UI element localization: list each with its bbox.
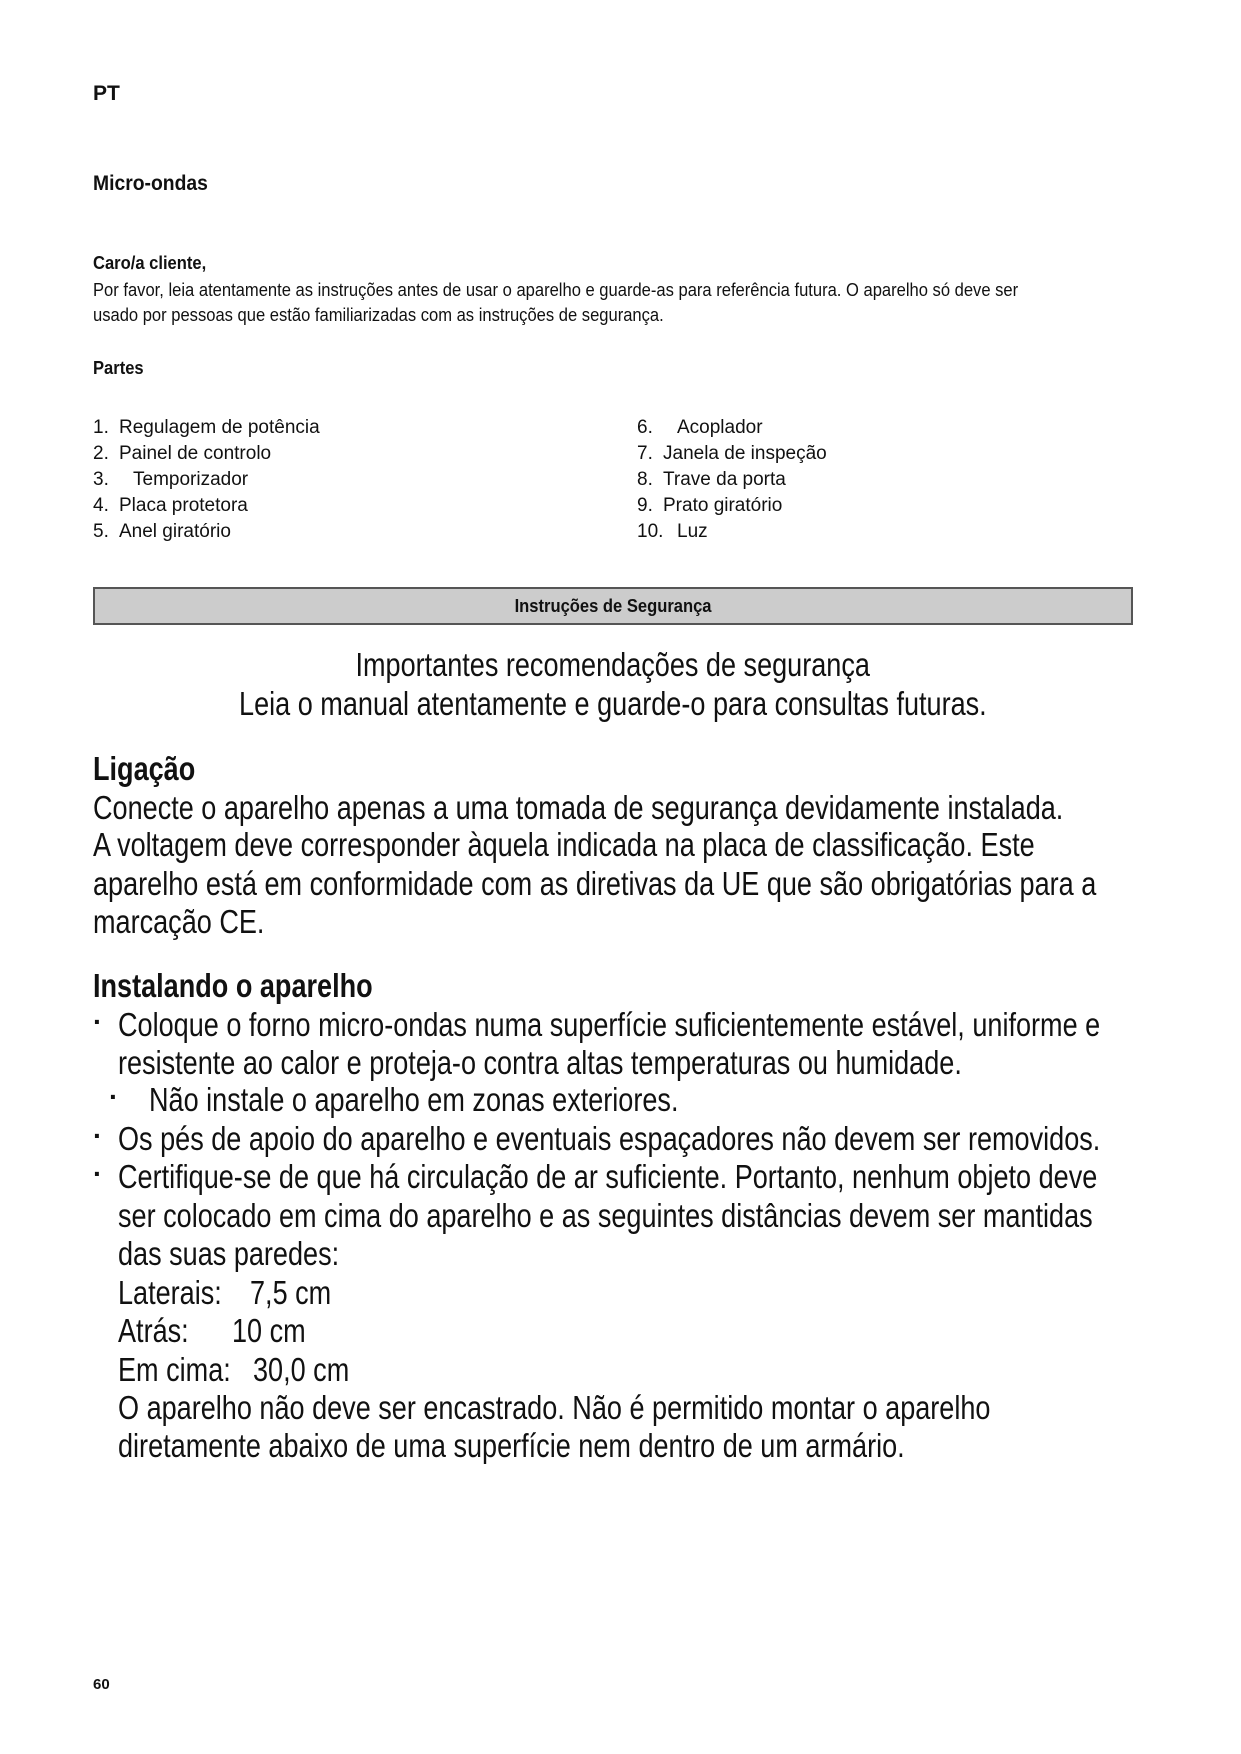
distance-label: Atrás: (118, 1312, 189, 1349)
bullet-dot-icon: · (93, 1120, 103, 1151)
item-label: Prato giratório (663, 495, 783, 516)
item-label: Trave da porta (663, 469, 786, 490)
distance-value: 30,0 cm (253, 1351, 350, 1388)
parts-heading: Partes (93, 358, 144, 378)
connection-line: Conecte o aparelho apenas a uma tomada de segurança devidamente instalada. (93, 789, 1064, 826)
intro-paragraph: Por favor, leia atentamente as instruções antes de usar o aparelho e guarde-as para referência futura. O aparelho só deve ser usado por pessoas que estão familiarizadas com as instruções de segurança. (93, 280, 1019, 325)
item-label: Luz (677, 521, 708, 542)
recommendation-text: Leia o manual atentamente e guarde-o para consultas futuras. (239, 685, 987, 722)
list-item (637, 519, 827, 545)
language-code: PT (93, 82, 120, 105)
bullet-dot-icon: · (93, 1158, 103, 1189)
bullet-dot-icon: · (109, 1081, 119, 1112)
connection-line: A voltagem deve corresponder àquela indicada na placa de classificação. Este (93, 826, 1035, 863)
item-label: Anel giratório (119, 521, 231, 542)
parts-list-left (93, 415, 320, 545)
installing-line: ser colocado em cima do aparelho e as seguintes distâncias devem ser mantidas (118, 1197, 1093, 1234)
item-label: Acoplador (677, 417, 763, 438)
item-number: 6. (637, 417, 653, 438)
distance-value: 7,5 cm (250, 1274, 332, 1311)
list-item (637, 493, 827, 519)
list-item (93, 441, 320, 467)
greeting: Caro/a cliente, (93, 253, 207, 273)
document-title: Micro-ondas (93, 172, 208, 195)
parts-list-right (637, 415, 827, 545)
safety-banner (93, 587, 1133, 625)
installing-heading: Instalando o aparelho (93, 967, 373, 1004)
list-item (93, 415, 320, 441)
item-number: 8. (637, 469, 653, 490)
item-label: Temporizador (133, 469, 249, 490)
item-label: Regulagem de potência (119, 417, 320, 438)
distance-value: 10 cm (232, 1312, 306, 1349)
recommendation-line-2 (93, 685, 1133, 723)
item-label: Painel de controlo (119, 443, 272, 464)
recommendation-line-1 (93, 646, 1133, 684)
list-item (637, 415, 827, 441)
installing-line: diretamente abaixo de uma superfície nem dentro de um armário. (118, 1427, 905, 1464)
bullet-dot-icon: · (93, 1006, 103, 1037)
page-number: 60 (93, 1676, 110, 1693)
distance-label: Laterais: (118, 1274, 222, 1311)
installing-line: Não instale o aparelho em zonas exteriores. (149, 1081, 679, 1118)
item-label: Janela de inspeção (663, 443, 827, 464)
connection-heading: Ligação (93, 750, 196, 787)
recommendation-text: Importantes recomendações de segurança (355, 646, 871, 683)
installing-line: das suas paredes: (118, 1235, 340, 1272)
item-number: 4. (93, 495, 109, 516)
item-label: Placa protetora (119, 495, 248, 516)
connection-line: aparelho está em conformidade com as diretivas da UE que são obrigatórias para a (93, 865, 1097, 902)
list-item (637, 467, 827, 493)
installing-line: resistente ao calor e proteja-o contra altas temperaturas ou humidade. (118, 1044, 962, 1081)
item-number: 9. (637, 495, 653, 516)
connection-line: marcação CE. (93, 903, 265, 940)
list-item (93, 519, 320, 545)
item-number: 2. (93, 443, 109, 464)
item-number: 1. (93, 417, 109, 438)
list-item (637, 441, 827, 467)
item-number: 5. (93, 521, 109, 542)
list-item (93, 493, 320, 519)
installing-line: Certifique-se de que há circulação de ar suficiente. Portanto, nenhum objeto deve (118, 1158, 1098, 1195)
item-number: 7. (637, 443, 653, 464)
item-number: 10. (637, 521, 664, 542)
list-item (93, 467, 320, 493)
installing-line: Os pés de apoio do aparelho e eventuais espaçadores não devem ser removidos. (118, 1120, 1101, 1157)
item-number: 3. (93, 469, 109, 490)
installing-line: Coloque o forno micro-ondas numa superfície suficientemente estável, uniforme e (118, 1006, 1101, 1043)
safety-banner-label: Instruções de Segurança (514, 595, 712, 616)
installing-line: O aparelho não deve ser encastrado. Não é permitido montar o aparelho (118, 1389, 991, 1426)
distance-label: Em cima: (118, 1351, 231, 1388)
